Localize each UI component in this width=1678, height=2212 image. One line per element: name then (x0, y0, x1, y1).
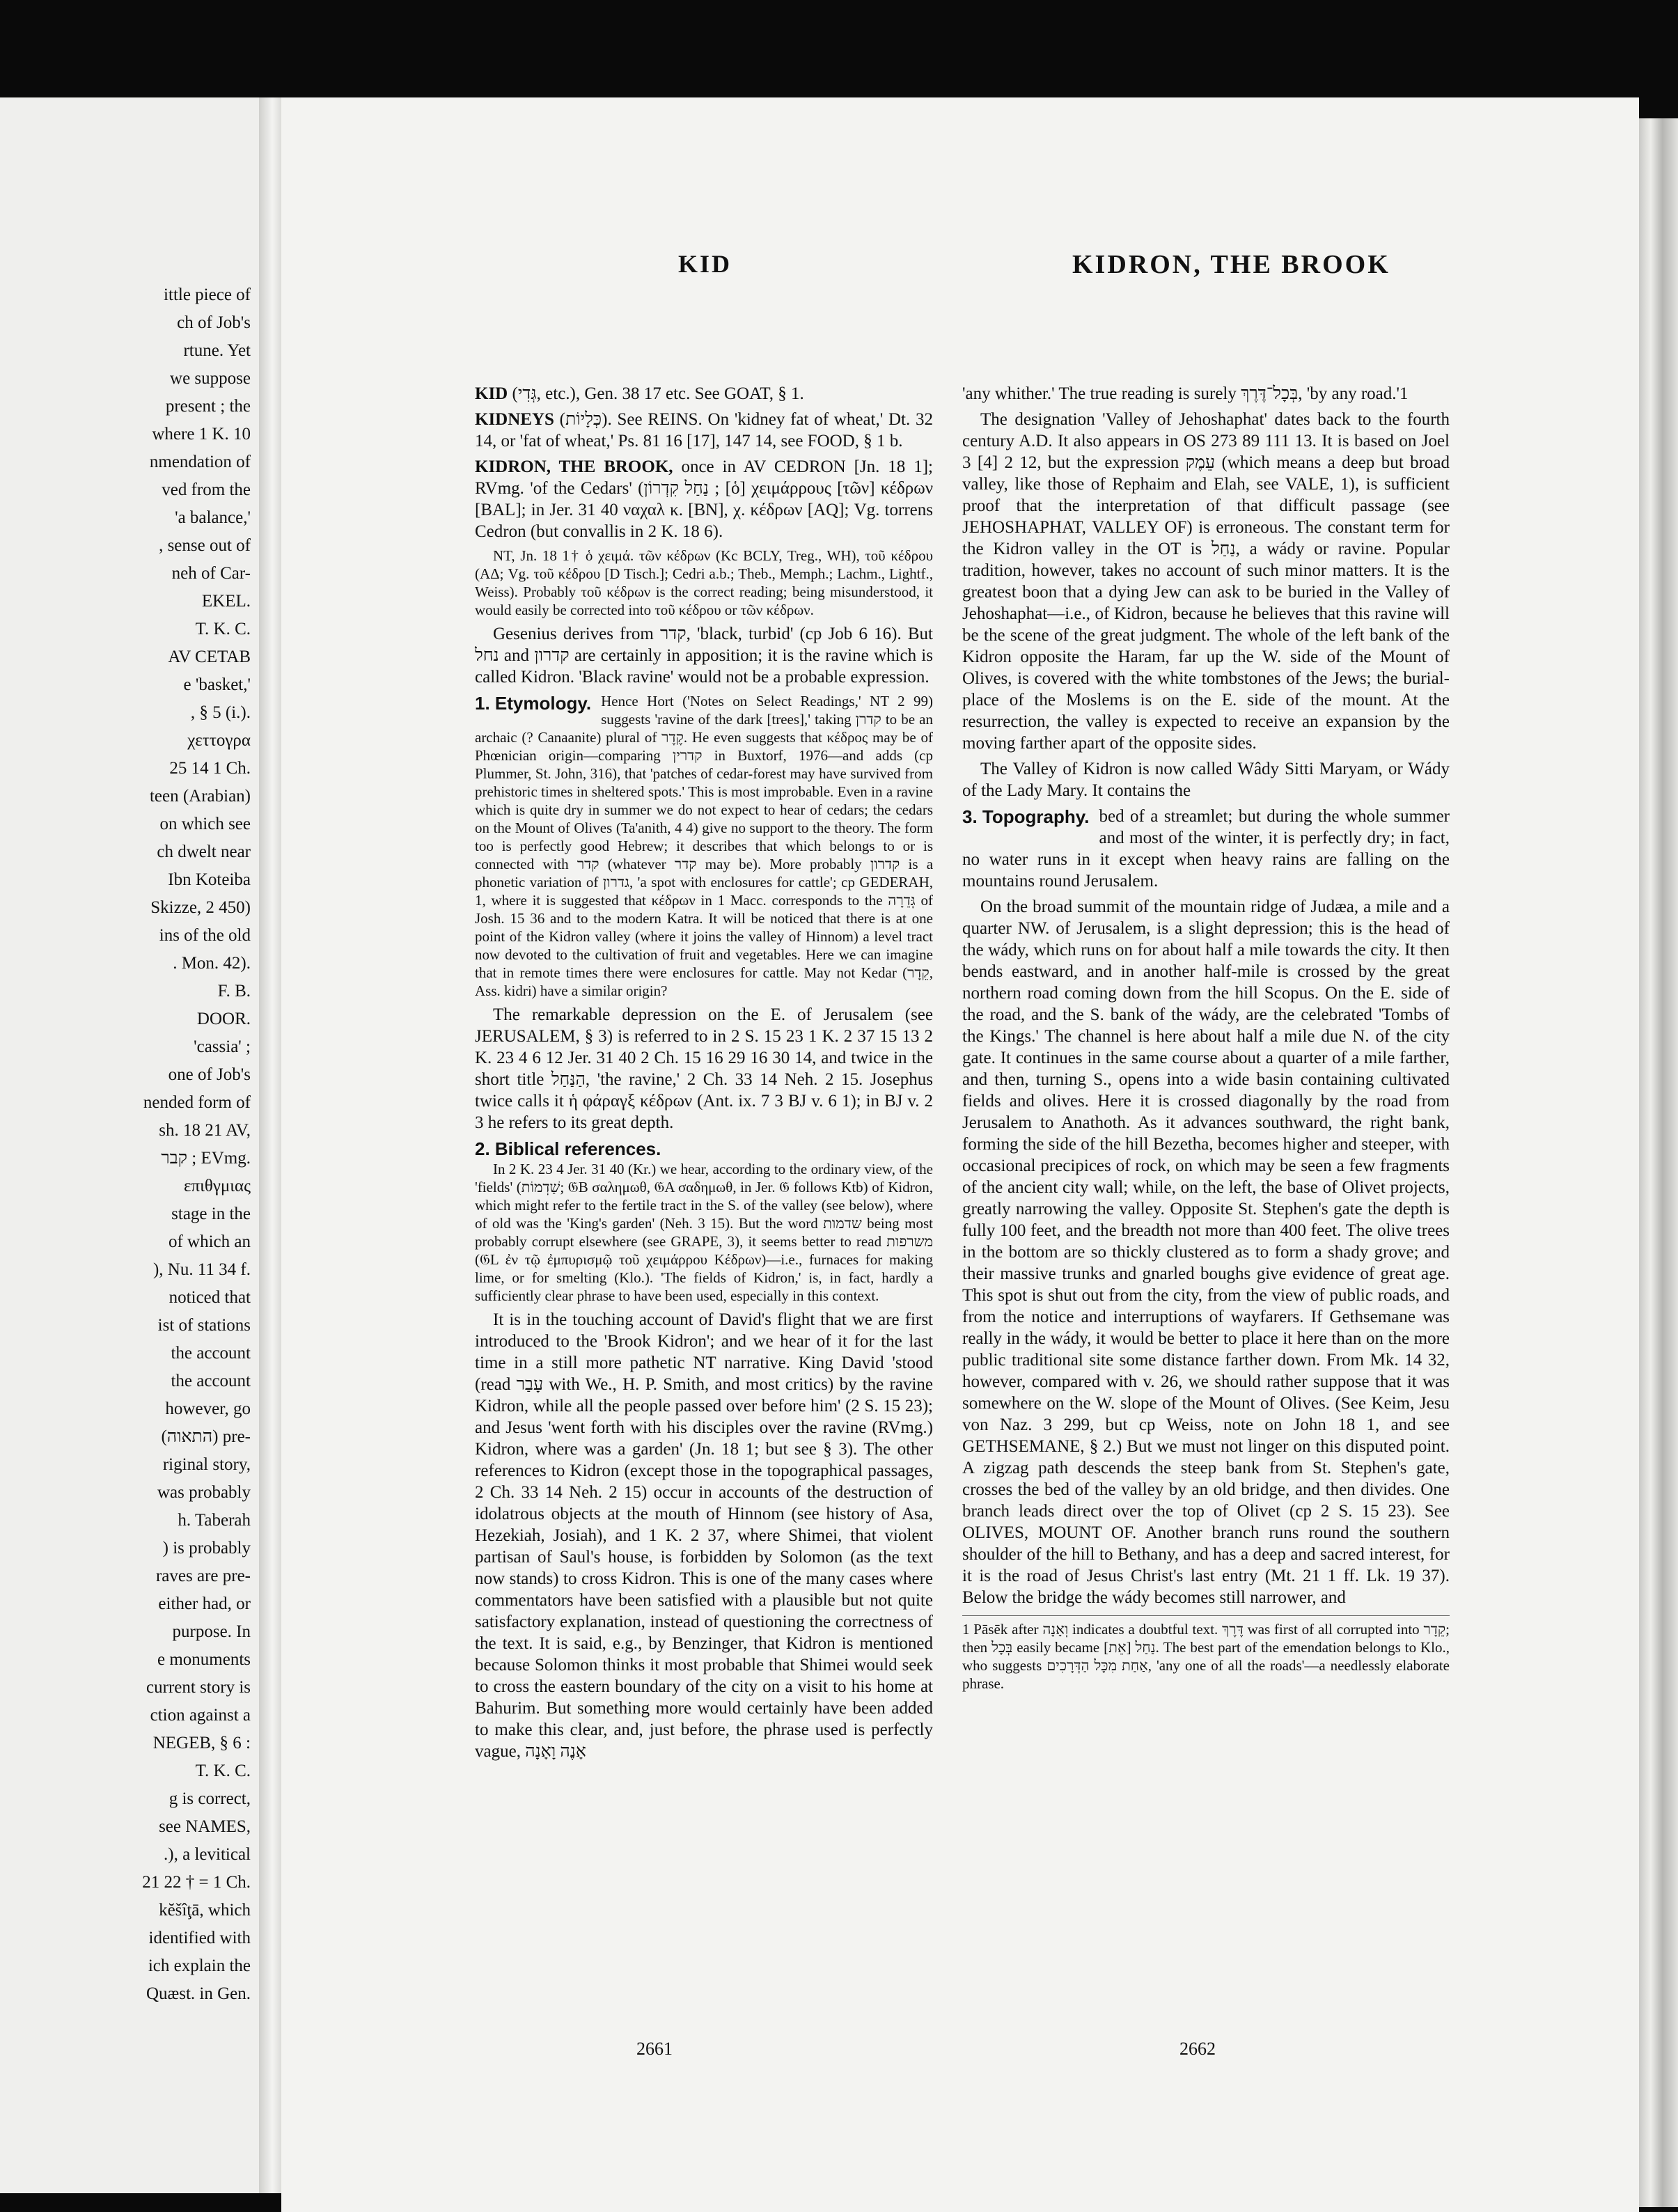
left-page-text-line: . Mon. 42). (173, 954, 251, 973)
left-page-text-line: 21 22 † = 1 Ch. (142, 1873, 251, 1892)
left-page-text-line: F. B. (217, 982, 251, 1001)
kid-text: (גְּדִי, etc.), Gen. 38 17 etc. See GOAT, § 1. (512, 384, 804, 403)
left-page-text-line: rtune. Yet (183, 341, 251, 360)
left-page-text-line: purpose. In (172, 1622, 251, 1641)
left-page-text-line: raves are pre- (155, 1567, 251, 1585)
left-page-text-line: kĕšîţā, which (159, 1901, 251, 1920)
biblical-heading: 2. Biblical references. (475, 1138, 661, 1159)
continuation-paragraph: 'any whither.' The true reading is surely בְּכָל־דֶּרֶךְ, 'by any road.'1 (962, 384, 1409, 403)
page-number-left: 2661 (636, 2039, 673, 2059)
left-page-fragment (0, 97, 259, 2193)
footnote: 1 Pāsēk after וְאָנָה indicates a doubtful text. דֶּרֶךְ was first of all corrupted into קֵדָר; then בְּכָל easily became נַחַל [אֵת]. The best part of the emendation belongs to Klo., who suggests אַחַת מִכָּל הַדְּרָכִים, 'any one of all the roads'—a needlessly elaborate phrase. (962, 1615, 1450, 1693)
left-page-text-line: χεττογρα (187, 731, 251, 750)
left-page-text-line: EKEL. (201, 592, 251, 611)
left-page-text-line: T. K. C. (195, 1762, 251, 1780)
book-gutter (259, 97, 281, 2193)
left-page-text-line: noticed that (168, 1288, 251, 1307)
in-2k-paragraph: In 2 K. 23 4 Jer. 31 40 (Kr.) we hear, according to the ordinary view, of the 'fields' (שַׁדְמוֹת; 𝔊B σαλημωθ, 𝔊A σαδημωθ, in Jer. 𝔊 follows Ktb) of Kidron, which might refer to the fertile tract in the S. of the valley (see below), where of old was the 'King's garden' (Neh. 3 15). But the word שדמות being most probably corrupt elsewhere (see GRAPE, 3), it seems better to read משרפות (𝔊L ἐν τῷ ἐμπυρισμῷ τοῦ χειμάρρου Κέδρων)—i.e., furnaces for making lime, or for smelting (Klo.). 'The fields of Kidron,' is, in fact, hardly a sufficiently clear phrase to have been used, especially in this context. (475, 1161, 933, 1304)
left-page-text-line: ch of Job's (177, 313, 251, 332)
left-page-text-line: we suppose (170, 369, 251, 388)
left-page-text-line: , § 5 (i.). (190, 703, 251, 722)
kidneys-headword: KIDNEYS (475, 410, 554, 429)
left-page-text-line: nended form of (143, 1093, 251, 1112)
designation-paragraph: The designation 'Valley of Jehoshaphat' dates back to the fourth century A.D. It also appears in OS 273 89 111 13. It is based on Joel 3 [4] 2 12, but the expression עֵמֶק (which means a deep but broad valley, like those of Rephaim and Elah, see VALE, 1), is sufficient proof that the interpretation of that difficult passage (see JEHOSHAPHAT, VALLEY OF) is erroneous. The constant term for the Kidron valley in the OT is נַחַל, a wády or ravine. Popular tradition, however, takes no account of such minor matters. It is the greatest boon that a dying Jew can ask to be buried in the Valley of Jehoshaphat—i.e., of Kidron, because he believes that this ravine will be the scene of the great judgment. The whole of the left bank of the Kidron opposite the Haram, far up the W. side of the Mount of Olives, is covered with the white tombstones of the Jews; the burial-place of the Moslems is on the E. side of the mount. At the resurrection, the valley is expected to receive an expansion by the moving farther apart of the opposite sides. (962, 410, 1450, 753)
left-page-text-line: Quæst. in Gen. (146, 1984, 251, 2003)
valley-intro-paragraph: The Valley of Kidron is now called Wâdy Sitti Maryam, or Wády of the Lady Mary. It contains the (962, 760, 1450, 800)
left-page-text-line: (התאוה) pre- (161, 1427, 251, 1446)
left-page-text-line: riginal story, (162, 1455, 251, 1474)
kidron-intro-text: once in AV CEDRON [Jn. 18 1]; RVmg. 'of the Cedars' (נַחַל קִדְרוֹן ; [ὁ] χειμάρρους [τῶν] κέδρων [BAL]; in Jer. 31 40 ναχαλ κ. [BN], χ. κέδρων [AQ]; Vg. torrens Cedron (but convallis in 2 K. 18 6). (475, 457, 933, 541)
page-number-right: 2662 (1179, 2039, 1216, 2059)
left-page-text-line: ), Nu. 11 34 f. (152, 1260, 251, 1279)
left-page-text-line: identified with (148, 1929, 251, 1947)
left-page-text-line: ved from the (162, 480, 251, 499)
left-page-text-line: AV CETAB (168, 648, 251, 666)
left-page-text-line: e monuments (157, 1650, 251, 1669)
left-page-text-line: ins of the old (159, 926, 251, 945)
kidron-note: NT, Jn. 18 1† ὁ χειμά. τῶν κέδρων (Kc BCLY, Treg., WH), τοῦ κέδρου (ΑΔ; Vg. τοῦ κέδρου [D Tisch.]; Cedri a.b.; Theb., Memph.; Lachm., Lightf., Weiss). Probably τοῦ κέδρων is the correct reading; being misunderstood, it would easily be corrected into τοῦ κέδρου or τῶν κέδρων. (475, 547, 933, 618)
left-page-text-line: קבר ; EVmg. (161, 1149, 251, 1168)
left-page-text-line: where 1 K. 10 (152, 425, 251, 444)
david-paragraph: It is in the touching account of David's flight that we are first introduced to the 'Brook Kidron'; and we hear of it for the last time in a still more pathetic NT narrative. King David 'stood (read עָבַר with We., H. P. Smith, and most critics) by the ravine Kidron, while all the people passed over before him' (2 S. 15 23); and Jesus 'went forth with his disciples over the ravine (RVmg.) Kidron, where was a garden' (Jn. 18 1; but see § 3). The other references to Kidron (except those in the topographical passages, 2 Ch. 33 14 Neh. 2 15) occur in accounts of the destruction of idolatrous objects at the mouth of Hinnom (see history of Asa, Hezekiah, Josiah), and 1 K. 2 37, where Shimei, that violent partisan of Saul's house, is forbidden by Solomon (as the text now stands) to cross Kidron. This is one of the many cases where commentators have been satisfied with a plausible but not quite satisfactory explanation, instead of questioning the correctness of the text. It is said, e.g., by Benzinger, that Kidron is mentioned because Solomon thinks it most probable that Shimei would seek to cross the eastern boundary of the city on a visit to his home at Bahurim. But something more would certainly have been added to make this clear, and, just before, the phrase used is perfectly vague, אָנֶה וָאָנָה (475, 1310, 933, 1761)
left-page-text-line: teen (Arabian) (149, 787, 251, 806)
topography-paragraph (962, 806, 1450, 892)
left-page-text-line: ch dwelt near (157, 842, 251, 861)
kid-entry (475, 383, 933, 405)
left-page-text-line: Skizze, 2 450) (150, 898, 251, 917)
left-page-text-line: NEGEB, § 6 : (152, 1734, 251, 1752)
left-page-text-line: επιθγμιας (184, 1177, 251, 1195)
left-page-text-line: 'cassia' ; (194, 1037, 251, 1056)
kidron-headword: KIDRON, THE BROOK, (475, 457, 673, 476)
left-page-text-line: on which see (159, 815, 251, 833)
topography-heading: 3. Topography. (962, 806, 1090, 827)
left-page-text-line: T. K. C. (195, 620, 251, 638)
right-column (962, 383, 1450, 1693)
left-page-text-line: ich explain the (148, 1956, 251, 1975)
left-page-text-line: stage in the (171, 1205, 251, 1223)
left-page-text-line: ction against a (150, 1706, 251, 1725)
left-page-text-line: neh of Car- (171, 564, 251, 583)
left-page-text-line: 25 14 1 Ch. (169, 759, 251, 778)
left-page-text-line: the account (171, 1372, 251, 1390)
gesenius-paragraph: Gesenius derives from קדר, 'black, turbid' (cp Job 6 16). But נחל and קדרון are certainly in apposition; it is the ravine which is called Kidron. 'Black ravine' would not be a probable expression. (475, 625, 933, 687)
left-page-text-line: ) is probably (162, 1539, 251, 1558)
left-page-text-line: however, go (165, 1399, 251, 1418)
left-page-text-line: the account (171, 1344, 251, 1363)
left-page-text-line: sh. 18 21 AV, (159, 1121, 251, 1140)
kidneys-entry (475, 409, 933, 452)
topography-text: bed of a streamlet; but during the whole summer and most of the winter, it is perfectly dry; in fact, no water runs in it except when heavy rains are falling on the mountains round Jerusalem. (962, 807, 1450, 891)
left-page-text-line: .), a levitical (164, 1845, 251, 1864)
etymology-paragraph (475, 692, 933, 1000)
left-page-text-line: one of Job's (168, 1065, 251, 1084)
right-column-header: KIDRON, THE BROOK (1072, 250, 1390, 279)
summit-paragraph: On the broad summit of the mountain ridge of Judæa, a mile and a quarter NW. of Jerusalem, is a slight depression; this is the head of the wády, which runs on for about half a mile towards the city. It then bends eastward, and in another half-mile is crossed by the great northern road coming down from the hill Scopus. On the E. side of the road, and the S. bank of the wády, are the celebrated 'Tombs of the Kings.' The channel is here about half a mile due N. of the city gate. It continues in the same course about a quarter of a mile farther, and then, turning S., opens into a wide basin containing cultivated fields and olives. Here it is crossed diagonally by the road from Jerusalem to Anathoth. As it advances southward, the right bank, forming the side of the hill Bezetha, becomes higher and steeper, with occasional precipices of rock, on which may be seen a few fragments of the ancient city wall; while, on the left, the base of Olivet projects, greatly narrowing the valley. Opposite St. Stephen's gate the depth is fully 100 feet, and the breadth not more than 400 feet. The olive trees in the bottom are so thickly clustered as to form a shady grove; and their massive trunks and gnarled boughs give evidence of great age. This spot is shut out from the city, from the view of public roads, and from the notice and interruptions of wayfarers. If Gethsemane was really in the wády, it would be better to place it here than on the more public traditional site some distance farther down. From Mk. 14 32, however, compared with v. 26, we should rather suppose that it was somewhere on the W. slope of the Mount of Olives. (See Keim, Jesu von Naz. 3 299, but cp Weiss, note on John 18 1, and see GETHSEMANE, § 2.) But we must not linger on this disputed point. A zigzag path descends the steep bank from St. Stephen's gate, crosses the bed of the valley by an old bridge, and then divides. One branch leads direct over the top of Olivet (cp 2 S. 15 23). See OLIVES, MOUNT OF. Another branch runs round the southern shoulder of the hill to Bethany, and has a deep and sacred interest, for it is the road of Jesus Christ's last entry (Mt. 21 1 ff. Lk. 19 37). Below the bridge the wády becomes still narrower, and (962, 897, 1450, 1607)
left-column (475, 383, 933, 1766)
kidneys-text: (כְּלָיוֹת). See REINS. On 'kidney fat of wheat,' Dt. 32 14, or 'fat of wheat,' Ps. 81 16 [17], 147 14, see FOOD, § 1 b. (475, 410, 934, 450)
left-page-text-line: ist of stations (157, 1316, 251, 1335)
remarkable-paragraph: The remarkable depression on the E. of Jerusalem (see JERUSALEM, § 3) is referred to in 2 S. 15 23 1 K. 2 37 15 13 2 K. 23 4 6 12 Jer. 31 40 2 Ch. 15 16 29 16 30 14, and twice in the short title הַנַּחַל, 'the ravine,' 2 Ch. 33 14 Neh. 2 15. Josephus twice calls it ἡ φάραγξ κέδρων (Ant. ix. 7 3 BJ v. 6 1); in BJ v. 2 3 he refers to its great depth. (475, 1005, 933, 1132)
kid-headword: KID (475, 384, 508, 403)
left-page-text-line: present ; the (165, 397, 251, 416)
left-page-text-line: nmendation of (149, 453, 251, 471)
left-page-text-line: DOOR. (196, 1010, 251, 1028)
left-page-text-line: , sense out of (159, 536, 251, 555)
left-page-text-line: either had, or (158, 1594, 251, 1613)
left-page-text-line: see NAMES, (159, 1817, 251, 1836)
left-page-text-line: was probably (157, 1483, 251, 1502)
left-page-text-line: ittle piece of (164, 285, 251, 304)
left-page-text-line: g is correct, (168, 1789, 251, 1808)
left-column-header: KID (678, 250, 732, 278)
page-spread (281, 97, 1639, 2212)
kidron-intro (475, 456, 933, 542)
left-page-text-line: Ibn Koteiba (168, 870, 251, 889)
left-page-text-line: e 'basket,' (183, 675, 251, 694)
left-page-text-line: 'a balance,' (175, 508, 251, 527)
etymology-text: Hence Hort ('Notes on Select Readings,' NT 2 99) suggests 'ravine of the dark [trees],' taking קדרן to be an archaic (? Canaanite) plural of קֶדֶר. He even suggests that κέδρος may be of Phœnician origin—comparing קדרין in Buxtorf, 1976—and adds (cp Plummer, St. John, 316), that 'patches of cedar-forest may have survived from prehistoric times in sheltered spots.' This is most improbable. Even in a ravine which is quite dry in summer we do not expect to hear of cedars; the cedars on the Mount of Olives (Ta'anith, 4 4) give no support to the theory. The form too is perfectly good Hebrew; it describes that which belongs to or is connected with קדר (whatever קדר may be). More probably קדרון is a phonetic variation of גדרון, 'a spot with enclosures for cattle'; cp GEDERAH, 1, where it is suggested that κέδρων in 1 Macc. corresponds to the גְּדֵרָה of Josh. 15 36 and to the modern Katra. It will be noticed that there is at one point of the Kidron valley (where it joins the valley of Hinnom) a level tract now devoted to the cultivation of fruit and vegetables. Here we can imagine that in remote times there were enclosures for cattle. May not Kedar (קֵדָר, Ass. kidri) have a similar origin? (475, 693, 934, 999)
left-page-text-line: current story is (146, 1678, 251, 1697)
page-edge (1639, 118, 1678, 2207)
left-page-text-line: of which an (168, 1232, 251, 1251)
etymology-heading: 1. Etymology. (475, 693, 592, 714)
left-page-text-line: h. Taberah (178, 1511, 251, 1530)
